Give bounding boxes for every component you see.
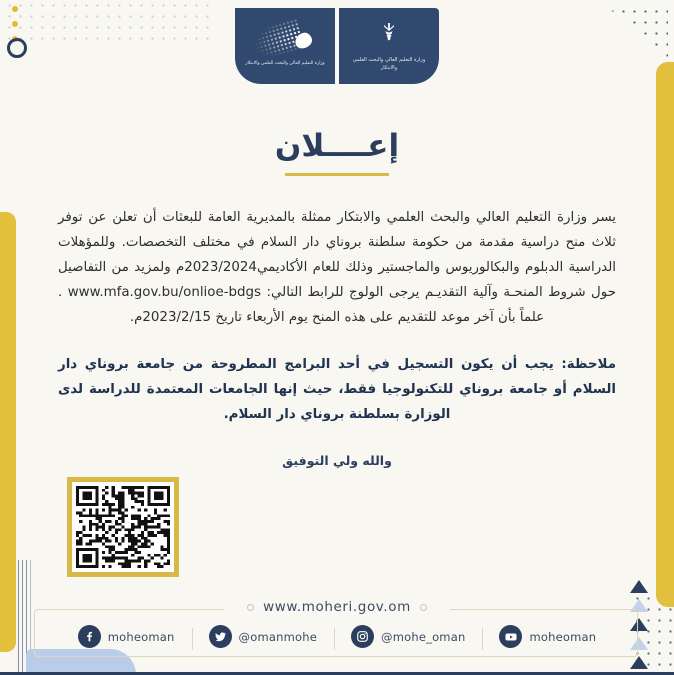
website-url-text: www.moheri.gov.om — [263, 599, 411, 615]
important-note: ملاحظة: يجب أن يكون التسجيل في أحد البرامج المطروحة من جامعة بروناي دار السلام أو جامعة بروناي للتكنولوجيا فقط، حيث إنها الجامعات المعتمدة للدراسة لدى الوزارة بسلطنة بروناي دار السلام. — [58, 357, 616, 422]
announcement-content — [58, 205, 616, 468]
social-link-instagram[interactable] — [334, 625, 482, 648]
instagram-icon — [351, 625, 374, 648]
facebook-icon — [78, 625, 101, 648]
paragraph-text-before-url: يسر وزارة التعليم العالي والبحث العلمي والابتكار ممثلة بالمديرية العامة للبعثات أن تعلن عن توفر ثلاث منح دراسية مقدمة من حكومة سلطنة بروناي دار السلام في مختلف التخصصات. وللمؤهلات الدراسية الدبلوم والبكالوريوس والماجستير وذلك للعام الأكاديمي2023/2024م ولمزيد من التفاصيل حول شروط المنحـة وآلية التقديـم يرجى الولوج للرابط التالي: — [58, 210, 616, 300]
bullet-dot-icon — [420, 604, 427, 611]
facebook-handle: moheoman — [107, 629, 175, 644]
paragraph-text-after-url: . علماً بأن آخر موعد للتقديم على هذه المنح يوم الأربعاء تاريخ 2023/2/15م. — [58, 285, 545, 325]
application-link[interactable]: www.mfa.gov.bu/onlioe-bdgs — [67, 285, 261, 300]
gold-dots-decoration — [12, 6, 22, 68]
qr-code[interactable] — [67, 477, 179, 577]
twitter-icon — [209, 625, 232, 648]
footer — [0, 595, 674, 667]
website-url[interactable] — [224, 599, 450, 615]
title-block — [0, 128, 674, 176]
youtube-handle: moheoman — [529, 629, 597, 644]
page-title: إعــــلان — [274, 128, 400, 164]
left-gold-bar-decoration — [0, 212, 16, 652]
dot-grid-top-left-decoration — [4, 0, 214, 46]
announcement-paragraph — [58, 205, 616, 330]
qr-code-image — [76, 486, 170, 568]
comet-swirl-logo-icon — [254, 24, 316, 58]
triangle-icon — [630, 580, 648, 593]
instagram-handle: @mohe_oman — [381, 629, 466, 644]
closing-phrase: والله ولي التوفيق — [282, 453, 392, 468]
title-underline — [285, 173, 389, 176]
youtube-icon — [499, 625, 522, 648]
social-links — [0, 625, 674, 648]
social-link-facebook[interactable] — [61, 625, 192, 648]
oman-national-emblem-icon — [374, 20, 404, 54]
social-link-twitter[interactable] — [192, 625, 334, 648]
dot-grid-top-right-decoration — [596, 6, 668, 68]
twitter-handle: @omanmohe — [238, 629, 318, 644]
navy-ring-decoration — [7, 38, 27, 58]
header-logo-band — [235, 8, 439, 84]
bullet-dot-icon — [247, 604, 254, 611]
ministry-emblem-logo — [339, 8, 439, 84]
right-logo-caption: وزارة التعليم العالي والبحث العلمي والابتكار — [352, 57, 426, 71]
social-link-youtube[interactable] — [482, 625, 613, 648]
left-logo-caption: وزارة التعليم العالي والبحث العلمي والابتكار — [245, 61, 325, 67]
ministry-comet-logo — [235, 8, 335, 84]
